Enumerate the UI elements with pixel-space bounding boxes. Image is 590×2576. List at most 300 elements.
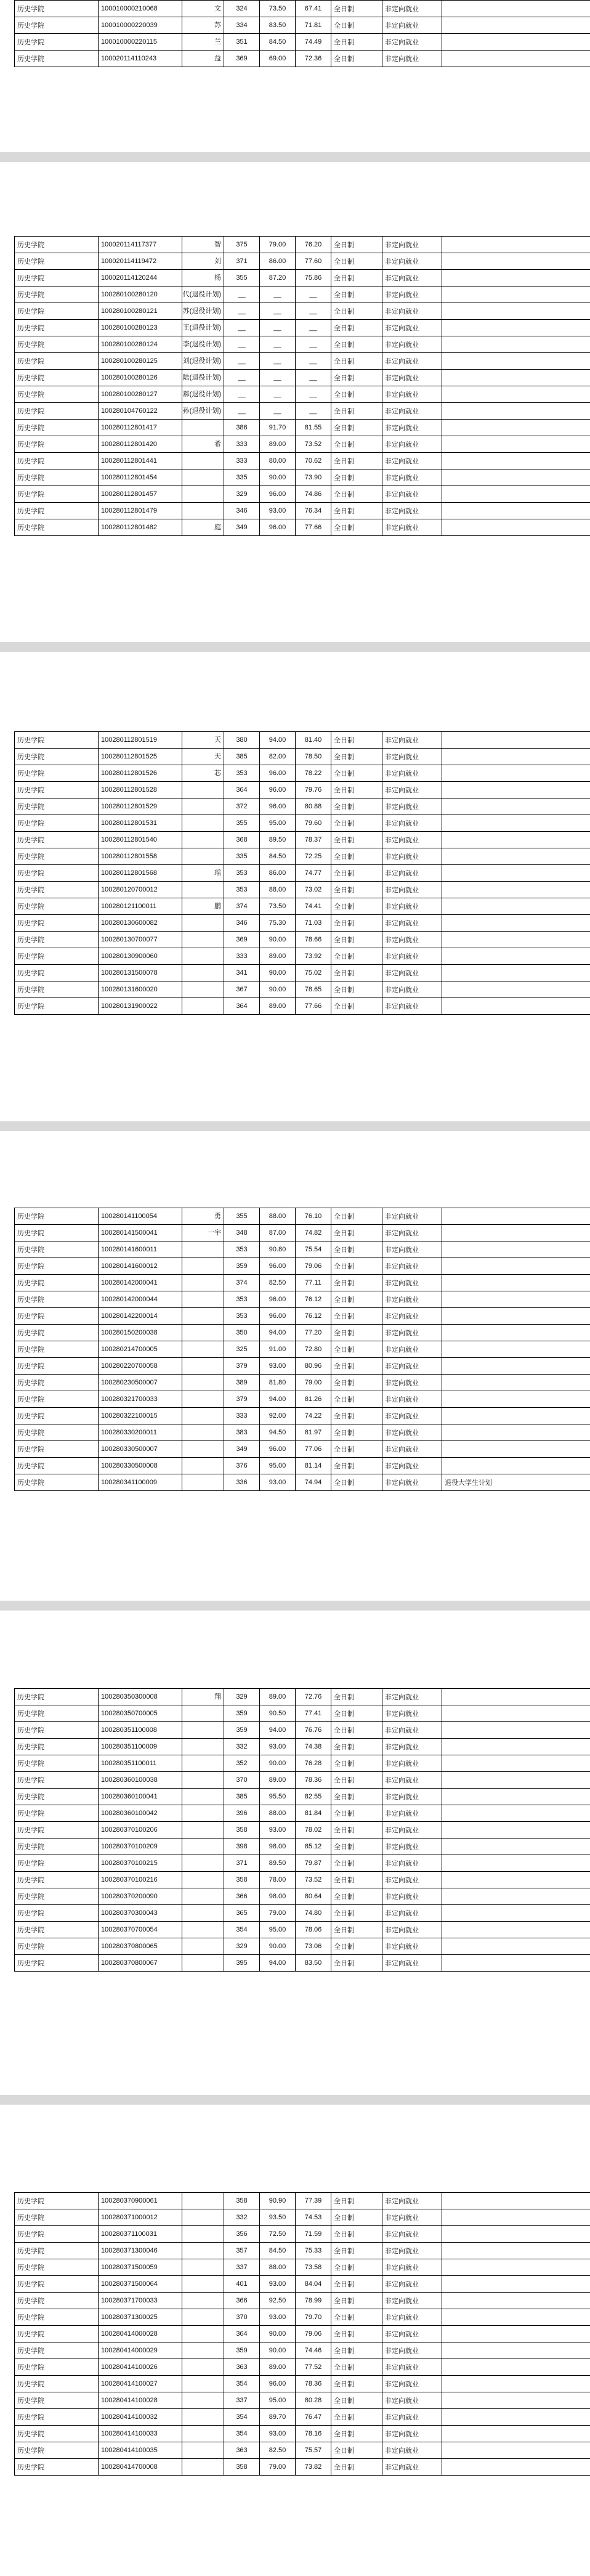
total-score-cell: 78.99 bbox=[296, 2293, 331, 2309]
remark-cell bbox=[442, 486, 590, 503]
redaction-mask bbox=[182, 1474, 208, 1490]
employment-type-cell: 非定向就业 bbox=[382, 865, 442, 882]
candidate-id-cell: 100280104760122 bbox=[99, 403, 182, 420]
candidate-id-cell: 100280371700033 bbox=[99, 2293, 182, 2309]
retest-score-cell: 88.00 bbox=[260, 2259, 296, 2276]
table-row bbox=[15, 1922, 590, 1938]
employment-type-cell: 非定向就业 bbox=[382, 1341, 442, 1358]
table-row bbox=[15, 1474, 590, 1491]
total-score-cell: 79.60 bbox=[296, 815, 331, 832]
name-cell bbox=[182, 798, 224, 815]
name-cell bbox=[182, 2376, 224, 2392]
college-cell: 历史学院 bbox=[15, 1855, 99, 1872]
total-score-cell: __ bbox=[296, 303, 331, 320]
name-cell bbox=[182, 1705, 224, 1722]
college-cell: 历史学院 bbox=[15, 2209, 99, 2226]
redaction-mask bbox=[182, 1391, 208, 1407]
employment-type-cell: 非定向就业 bbox=[382, 815, 442, 832]
prelim-score-cell: 351 bbox=[224, 34, 260, 51]
redaction-mask bbox=[182, 253, 208, 269]
study-mode-cell: 全日制 bbox=[331, 1805, 382, 1822]
page-gap bbox=[0, 2095, 590, 2105]
employment-type-cell: 非定向就业 bbox=[382, 832, 442, 848]
redaction-mask bbox=[182, 2409, 208, 2425]
study-mode-cell: 全日制 bbox=[331, 453, 382, 469]
redaction-mask bbox=[182, 1225, 208, 1241]
retest-score-cell: 96.00 bbox=[260, 782, 296, 798]
prelim-score-cell: 355 bbox=[224, 270, 260, 286]
candidate-id-cell: 100280112801519 bbox=[99, 732, 182, 749]
remark-cell bbox=[442, 2376, 590, 2392]
total-score-cell: 80.88 bbox=[296, 798, 331, 815]
study-mode-cell: 全日制 bbox=[331, 782, 382, 798]
retest-score-cell: 83.50 bbox=[260, 17, 296, 34]
name-cell bbox=[182, 320, 224, 336]
study-mode-cell: 全日制 bbox=[331, 2442, 382, 2459]
study-mode-cell: 全日制 bbox=[331, 1458, 382, 1474]
employment-type-cell: 非定向就业 bbox=[382, 1458, 442, 1474]
retest-score-cell: 80.00 bbox=[260, 453, 296, 469]
prelim-score-cell: 350 bbox=[224, 1325, 260, 1341]
prelim-score-cell: 367 bbox=[224, 981, 260, 998]
employment-type-cell: 非定向就业 bbox=[382, 1905, 442, 1922]
college-cell: 历史学院 bbox=[15, 1922, 99, 1938]
college-cell: 历史学院 bbox=[15, 353, 99, 370]
name-cell bbox=[182, 1755, 224, 1772]
retest-score-cell: 96.00 bbox=[260, 798, 296, 815]
total-score-cell: __ bbox=[296, 386, 331, 403]
prelim-score-cell: 354 bbox=[224, 2426, 260, 2442]
table-row bbox=[15, 403, 590, 420]
redaction-mask bbox=[182, 2259, 208, 2275]
total-score-cell: 77.66 bbox=[296, 519, 331, 536]
college-cell: 历史学院 bbox=[15, 2442, 99, 2459]
remark-cell bbox=[442, 1839, 590, 1855]
redaction-mask bbox=[182, 1258, 208, 1274]
retest-score-cell: 73.50 bbox=[260, 898, 296, 915]
prelim-score-cell: 374 bbox=[224, 898, 260, 915]
remark-cell bbox=[442, 1689, 590, 1705]
table-row bbox=[15, 2459, 590, 2476]
candidate-id-cell: 100280370800067 bbox=[99, 1955, 182, 1972]
name-text: 天 bbox=[214, 736, 221, 744]
employment-type-cell: 非定向就业 bbox=[382, 237, 442, 253]
employment-type-cell: 非定向就业 bbox=[382, 253, 442, 270]
study-mode-cell: 全日制 bbox=[331, 1705, 382, 1722]
remark-cell bbox=[442, 2342, 590, 2359]
redaction-mask bbox=[182, 1375, 208, 1391]
college-cell: 历史学院 bbox=[15, 1241, 99, 1258]
redaction-mask bbox=[182, 1755, 208, 1771]
retest-score-cell: 86.00 bbox=[260, 865, 296, 882]
prelim-score-cell: 356 bbox=[224, 2226, 260, 2243]
table-row bbox=[15, 1458, 590, 1474]
total-score-cell: 84.04 bbox=[296, 2276, 331, 2293]
prelim-score-cell: __ bbox=[224, 336, 260, 353]
study-mode-cell: 全日制 bbox=[331, 848, 382, 865]
redaction-mask bbox=[182, 2193, 208, 2209]
total-score-cell: 67.41 bbox=[296, 1, 331, 17]
study-mode-cell: 全日制 bbox=[331, 1839, 382, 1855]
employment-type-cell: 非定向就业 bbox=[382, 2409, 442, 2426]
redaction-mask bbox=[182, 453, 208, 469]
total-score-cell: __ bbox=[296, 336, 331, 353]
score-table bbox=[14, 2192, 590, 2476]
prelim-score-cell: 375 bbox=[224, 237, 260, 253]
candidate-id-cell: 100280141600012 bbox=[99, 1258, 182, 1275]
redaction-mask bbox=[182, 782, 208, 798]
college-cell: 历史学院 bbox=[15, 2359, 99, 2376]
college-cell: 历史学院 bbox=[15, 832, 99, 848]
study-mode-cell: 全日制 bbox=[331, 732, 382, 749]
table-row bbox=[15, 2293, 590, 2309]
redaction-mask bbox=[182, 1358, 208, 1374]
redaction-mask bbox=[182, 436, 208, 452]
prelim-score-cell: 349 bbox=[224, 519, 260, 536]
name-cell bbox=[182, 1, 224, 17]
study-mode-cell: 全日制 bbox=[331, 1822, 382, 1839]
college-cell: 历史学院 bbox=[15, 420, 99, 436]
retest-score-cell: 96.00 bbox=[260, 2376, 296, 2392]
total-score-cell: 77.39 bbox=[296, 2193, 331, 2209]
remark-cell bbox=[442, 237, 590, 253]
college-cell: 历史学院 bbox=[15, 503, 99, 519]
table-row bbox=[15, 882, 590, 898]
prelim-score-cell: 369 bbox=[224, 51, 260, 67]
prelim-score-cell: __ bbox=[224, 370, 260, 386]
college-cell: 历史学院 bbox=[15, 253, 99, 270]
name-cell bbox=[182, 2209, 224, 2226]
prelim-score-cell: 385 bbox=[224, 749, 260, 765]
employment-type-cell: 非定向就业 bbox=[382, 1275, 442, 1291]
prelim-score-cell: __ bbox=[224, 286, 260, 303]
name-cell bbox=[182, 832, 224, 848]
candidate-id-cell: 100280100280127 bbox=[99, 386, 182, 403]
table-row bbox=[15, 1241, 590, 1258]
study-mode-cell: 全日制 bbox=[331, 898, 382, 915]
name-cell bbox=[182, 882, 224, 898]
retest-score-cell: 94.00 bbox=[260, 732, 296, 749]
table-row bbox=[15, 1275, 590, 1291]
name-text: 李(退役计划) bbox=[182, 341, 221, 348]
employment-type-cell: 非定向就业 bbox=[382, 1805, 442, 1822]
college-cell: 历史学院 bbox=[15, 1325, 99, 1341]
college-cell: 历史学院 bbox=[15, 1208, 99, 1225]
study-mode-cell: 全日制 bbox=[331, 798, 382, 815]
study-mode-cell: 全日制 bbox=[331, 303, 382, 320]
name-cell bbox=[182, 1689, 224, 1705]
candidate-id-cell: 100280142000044 bbox=[99, 1291, 182, 1308]
table-row bbox=[15, 765, 590, 782]
table-row bbox=[15, 2326, 590, 2342]
study-mode-cell: 全日制 bbox=[331, 1474, 382, 1491]
retest-score-cell: 94.50 bbox=[260, 1424, 296, 1441]
table-row bbox=[15, 1755, 590, 1772]
retest-score-cell: 78.00 bbox=[260, 1872, 296, 1888]
college-cell: 历史学院 bbox=[15, 749, 99, 765]
candidate-id-cell: 100280100280124 bbox=[99, 336, 182, 353]
total-score-cell: 73.90 bbox=[296, 469, 331, 486]
table-row bbox=[15, 2376, 590, 2392]
redaction-mask bbox=[182, 1341, 208, 1357]
redaction-mask bbox=[182, 420, 208, 436]
name-cell bbox=[182, 1888, 224, 1905]
table-row bbox=[15, 2392, 590, 2409]
name-cell bbox=[182, 2459, 224, 2476]
redaction-mask bbox=[182, 2309, 208, 2325]
employment-type-cell: 非定向就业 bbox=[382, 2209, 442, 2226]
name-cell bbox=[182, 253, 224, 270]
study-mode-cell: 全日制 bbox=[331, 1341, 382, 1358]
retest-score-cell: 96.00 bbox=[260, 486, 296, 503]
college-cell: 历史学院 bbox=[15, 1474, 99, 1491]
retest-score-cell: 90.90 bbox=[260, 2193, 296, 2209]
name-cell bbox=[182, 51, 224, 67]
college-cell: 历史学院 bbox=[15, 981, 99, 998]
retest-score-cell: 96.00 bbox=[260, 519, 296, 536]
candidate-id-cell: 100010000220115 bbox=[99, 34, 182, 51]
study-mode-cell: 全日制 bbox=[331, 1789, 382, 1805]
table-row bbox=[15, 320, 590, 336]
table-row bbox=[15, 2276, 590, 2293]
table-row bbox=[15, 2209, 590, 2226]
prelim-score-cell: 333 bbox=[224, 1408, 260, 1424]
name-cell bbox=[182, 915, 224, 932]
total-score-cell: 78.02 bbox=[296, 1822, 331, 1839]
name-cell bbox=[182, 1424, 224, 1441]
redaction-mask bbox=[182, 2459, 208, 2475]
table-row bbox=[15, 270, 590, 286]
candidate-id-cell: 100280370700054 bbox=[99, 1922, 182, 1938]
redaction-mask bbox=[182, 732, 208, 748]
prelim-score-cell: __ bbox=[224, 320, 260, 336]
name-cell bbox=[182, 1291, 224, 1308]
prelim-score-cell: 359 bbox=[224, 1705, 260, 1722]
study-mode-cell: 全日制 bbox=[331, 815, 382, 832]
name-cell bbox=[182, 998, 224, 1015]
employment-type-cell: 非定向就业 bbox=[382, 2342, 442, 2359]
study-mode-cell: 全日制 bbox=[331, 2459, 382, 2476]
college-cell: 历史学院 bbox=[15, 1441, 99, 1458]
retest-score-cell: 93.00 bbox=[260, 2309, 296, 2326]
study-mode-cell: 全日制 bbox=[331, 1722, 382, 1739]
employment-type-cell: 非定向就业 bbox=[382, 1872, 442, 1888]
employment-type-cell: 非定向就业 bbox=[382, 51, 442, 67]
college-cell: 历史学院 bbox=[15, 948, 99, 965]
remark-cell bbox=[442, 2392, 590, 2409]
remark-cell bbox=[442, 2209, 590, 2226]
total-score-cell: 71.81 bbox=[296, 17, 331, 34]
redaction-mask bbox=[182, 749, 208, 765]
candidate-id-cell: 100280214700005 bbox=[99, 1341, 182, 1358]
employment-type-cell: 非定向就业 bbox=[382, 1, 442, 17]
name-text: 鹏 bbox=[214, 903, 221, 910]
prelim-score-cell: 364 bbox=[224, 782, 260, 798]
name-text: 希 bbox=[214, 441, 221, 448]
remark-cell bbox=[442, 1358, 590, 1375]
name-cell bbox=[182, 303, 224, 320]
retest-score-cell: 96.00 bbox=[260, 1291, 296, 1308]
name-text: 陆(退役计划) bbox=[182, 374, 221, 381]
remark-cell bbox=[442, 965, 590, 981]
employment-type-cell: 非定向就业 bbox=[382, 1408, 442, 1424]
retest-score-cell: 88.00 bbox=[260, 1805, 296, 1822]
total-score-cell: 74.94 bbox=[296, 1474, 331, 1491]
employment-type-cell: 非定向就业 bbox=[382, 270, 442, 286]
candidate-id-cell: 100280330500007 bbox=[99, 1441, 182, 1458]
candidate-id-cell: 100280370900061 bbox=[99, 2193, 182, 2209]
employment-type-cell: 非定向就业 bbox=[382, 370, 442, 386]
name-cell bbox=[182, 848, 224, 865]
candidate-id-cell: 100280220700058 bbox=[99, 1358, 182, 1375]
total-score-cell: 74.46 bbox=[296, 2342, 331, 2359]
employment-type-cell: 非定向就业 bbox=[382, 2309, 442, 2326]
college-cell: 历史学院 bbox=[15, 732, 99, 749]
candidate-id-cell: 100280350300008 bbox=[99, 1689, 182, 1705]
college-cell: 历史学院 bbox=[15, 469, 99, 486]
remark-cell bbox=[442, 981, 590, 998]
prelim-score-cell: 325 bbox=[224, 1341, 260, 1358]
retest-score-cell: 90.00 bbox=[260, 932, 296, 948]
remark-cell bbox=[442, 1258, 590, 1275]
candidate-id-cell: 100280414700008 bbox=[99, 2459, 182, 2476]
name-cell bbox=[182, 1938, 224, 1955]
redaction-mask bbox=[182, 1938, 208, 1954]
table-row bbox=[15, 848, 590, 865]
college-cell: 历史学院 bbox=[15, 932, 99, 948]
prelim-score-cell: 389 bbox=[224, 1375, 260, 1391]
remark-cell bbox=[442, 898, 590, 915]
redaction-mask bbox=[182, 1208, 208, 1224]
candidate-id-cell: 100280414100027 bbox=[99, 2376, 182, 2392]
study-mode-cell: 全日制 bbox=[331, 1755, 382, 1772]
candidate-id-cell: 100280350700005 bbox=[99, 1705, 182, 1722]
name-cell bbox=[182, 765, 224, 782]
candidate-id-cell: 100280112801457 bbox=[99, 486, 182, 503]
name-cell bbox=[182, 436, 224, 453]
study-mode-cell: 全日制 bbox=[331, 2259, 382, 2276]
employment-type-cell: 非定向就业 bbox=[382, 2293, 442, 2309]
remark-cell bbox=[442, 2359, 590, 2376]
prelim-score-cell: 366 bbox=[224, 2293, 260, 2309]
college-cell: 历史学院 bbox=[15, 386, 99, 403]
redaction-mask bbox=[182, 848, 208, 864]
study-mode-cell: 全日制 bbox=[331, 1308, 382, 1325]
table-row bbox=[15, 1308, 590, 1325]
study-mode-cell: 全日制 bbox=[331, 932, 382, 948]
candidate-id-cell: 100280112801528 bbox=[99, 782, 182, 798]
remark-cell bbox=[442, 765, 590, 782]
prelim-score-cell: 396 bbox=[224, 1805, 260, 1822]
retest-score-cell: 93.00 bbox=[260, 2276, 296, 2293]
candidate-id-cell: 100280371300025 bbox=[99, 2309, 182, 2326]
prelim-score-cell: 365 bbox=[224, 1905, 260, 1922]
study-mode-cell: 全日制 bbox=[331, 1225, 382, 1241]
table-row bbox=[15, 1689, 590, 1705]
name-cell bbox=[182, 1955, 224, 1972]
total-score-cell: 77.60 bbox=[296, 253, 331, 270]
college-cell: 历史学院 bbox=[15, 1375, 99, 1391]
candidate-id-cell: 100280351100008 bbox=[99, 1722, 182, 1739]
total-score-cell: 81.55 bbox=[296, 420, 331, 436]
employment-type-cell: 非定向就业 bbox=[382, 436, 442, 453]
table-row bbox=[15, 2243, 590, 2259]
redaction-mask bbox=[182, 519, 208, 535]
college-cell: 历史学院 bbox=[15, 1872, 99, 1888]
table-row bbox=[15, 1772, 590, 1789]
college-cell: 历史学院 bbox=[15, 1955, 99, 1972]
name-cell bbox=[182, 1722, 224, 1739]
college-cell: 历史学院 bbox=[15, 898, 99, 915]
retest-score-cell: 96.00 bbox=[260, 1258, 296, 1275]
table-row bbox=[15, 1822, 590, 1839]
college-cell: 历史学院 bbox=[15, 336, 99, 353]
name-cell bbox=[182, 1458, 224, 1474]
candidate-id-cell: 100280150200038 bbox=[99, 1325, 182, 1341]
study-mode-cell: 全日制 bbox=[331, 2309, 382, 2326]
candidate-id-cell: 100280360100042 bbox=[99, 1805, 182, 1822]
college-cell: 历史学院 bbox=[15, 1938, 99, 1955]
college-cell: 历史学院 bbox=[15, 403, 99, 420]
study-mode-cell: 全日制 bbox=[331, 2293, 382, 2309]
table-row bbox=[15, 2409, 590, 2426]
college-cell: 历史学院 bbox=[15, 1739, 99, 1755]
table-row bbox=[15, 420, 590, 436]
prelim-score-cell: 354 bbox=[224, 1922, 260, 1938]
remark-cell bbox=[442, 749, 590, 765]
employment-type-cell: 非定向就业 bbox=[382, 1855, 442, 1872]
employment-type-cell: 非定向就业 bbox=[382, 965, 442, 981]
college-cell: 历史学院 bbox=[15, 965, 99, 981]
prelim-score-cell: 357 bbox=[224, 2243, 260, 2259]
employment-type-cell: 非定向就业 bbox=[382, 336, 442, 353]
total-score-cell: 72.76 bbox=[296, 1689, 331, 1705]
name-text: 孙(退役计划) bbox=[182, 407, 221, 415]
redaction-mask bbox=[182, 1905, 208, 1921]
candidate-id-cell: 100280371000012 bbox=[99, 2209, 182, 2226]
study-mode-cell: 全日制 bbox=[331, 1, 382, 17]
redaction-mask bbox=[182, 2243, 208, 2259]
name-cell bbox=[182, 1474, 224, 1491]
prelim-score-cell: 353 bbox=[224, 865, 260, 882]
table-row bbox=[15, 2309, 590, 2326]
employment-type-cell: 非定向就业 bbox=[382, 286, 442, 303]
candidate-id-cell: 100280112801558 bbox=[99, 848, 182, 865]
name-cell bbox=[182, 732, 224, 749]
candidate-id-cell: 100280371300046 bbox=[99, 2243, 182, 2259]
college-cell: 历史学院 bbox=[15, 2326, 99, 2342]
total-score-cell: 74.77 bbox=[296, 865, 331, 882]
prelim-score-cell: 364 bbox=[224, 998, 260, 1015]
name-cell bbox=[182, 1739, 224, 1755]
study-mode-cell: 全日制 bbox=[331, 1391, 382, 1408]
study-mode-cell: 全日制 bbox=[331, 469, 382, 486]
table-row bbox=[15, 1208, 590, 1225]
study-mode-cell: 全日制 bbox=[331, 1938, 382, 1955]
prelim-score-cell: 386 bbox=[224, 420, 260, 436]
table-row bbox=[15, 1441, 590, 1458]
name-cell bbox=[182, 2226, 224, 2243]
table-row bbox=[15, 1722, 590, 1739]
employment-type-cell: 非定向就业 bbox=[382, 1922, 442, 1938]
college-cell: 历史学院 bbox=[15, 1805, 99, 1822]
remark-cell bbox=[442, 2259, 590, 2276]
employment-type-cell: 非定向就业 bbox=[382, 1424, 442, 1441]
employment-type-cell: 非定向就业 bbox=[382, 1474, 442, 1491]
retest-score-cell: 82.50 bbox=[260, 2442, 296, 2459]
table-row bbox=[15, 2226, 590, 2243]
name-cell bbox=[182, 519, 224, 536]
